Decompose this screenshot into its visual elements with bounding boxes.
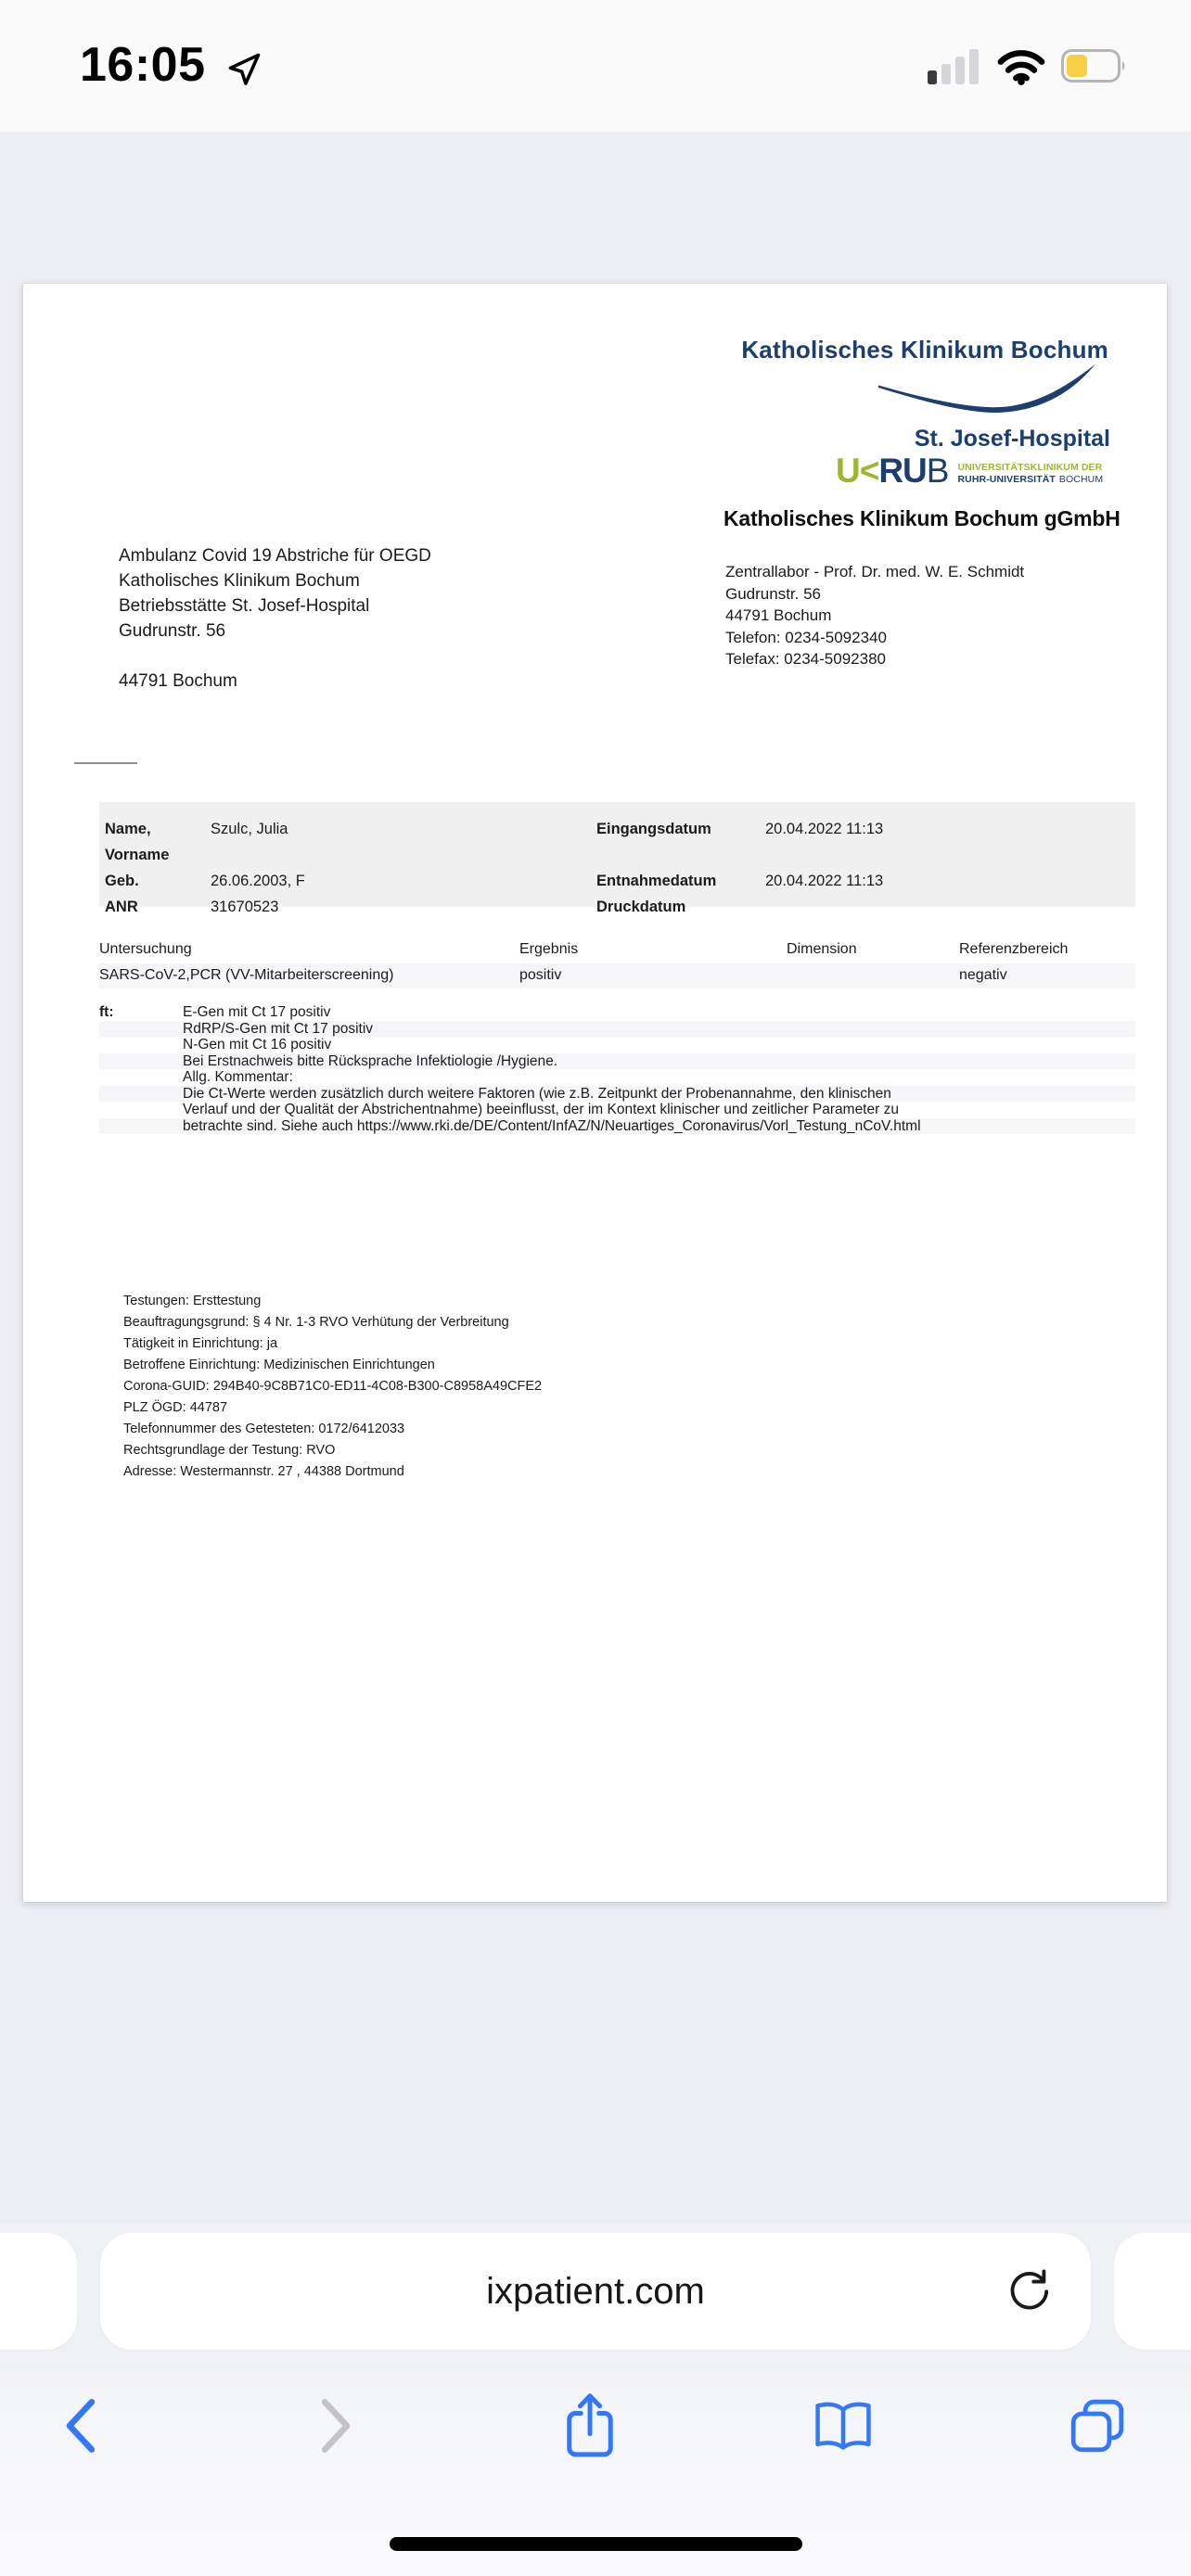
column-header: Referenzbereich: [959, 941, 1069, 957]
bookmarks-icon: [813, 2400, 874, 2452]
ukrub-line1: UNIVERSITÄTSKLINIKUM DER: [957, 462, 1103, 473]
cellular-signal-icon: [928, 49, 981, 84]
metadata-line: Tätigkeit in Einrichtung: ja: [123, 1336, 278, 1351]
battery-icon: [1061, 49, 1128, 84]
ukrub-b: B: [926, 452, 949, 490]
document-page: [23, 284, 1167, 1902]
ukrub-logo-text: [957, 462, 1103, 488]
tabs-button[interactable]: [1042, 2370, 1153, 2481]
fold-mark: [74, 762, 137, 764]
patient-row: ANR 31670523 Druckdatum: [105, 899, 686, 915]
status-icons: [928, 46, 1128, 87]
metadata-line: Telefonnummer des Getesteten: 0172/6412033: [123, 1422, 405, 1436]
bookmarks-button[interactable]: [788, 2370, 899, 2481]
ukrub-logo-mark: [836, 454, 948, 488]
ft-line: Allg. Kommentar:: [183, 1069, 293, 1085]
ft-line: Die Ct-Werte werden zusätzlich durch weitere Faktoren (wie z.B. Zeitpunkt der Probenannahme, den klinischen: [99, 1086, 1135, 1103]
column-header: Untersuchung: [99, 941, 192, 957]
recipient-city: 44791 Bochum: [119, 671, 237, 691]
forward-button[interactable]: [281, 2370, 392, 2481]
patient-info-panel: [99, 802, 1135, 915]
result-row: [99, 963, 1135, 988]
safari-toolbar: [0, 2370, 1191, 2500]
share-icon: [563, 2391, 617, 2461]
ft-line: betrachte sind. Siehe auch https://www.rki.de/DE/Content/InfAZ/N/Neuartiges_Coronavirus/Vorl_Testung_nCoV.html: [99, 1118, 1135, 1135]
result-dimension: [787, 963, 959, 988]
test-metadata-block: [123, 1291, 542, 1483]
metadata-line: Adresse: Westermannstr. 27 , 44388 Dortmund: [123, 1464, 404, 1479]
recipient-gap: [119, 644, 431, 669]
ft-line: E-Gen mit Ct 17 positiv: [183, 1004, 331, 1020]
patient-row: Geb. 26.06.2003, F Entnahmedatum 20.04.2022 11:13: [105, 873, 884, 889]
ft-line: N-Gen mit Ct 16 positiv: [183, 1037, 332, 1052]
tabs-icon: [1069, 2397, 1126, 2455]
column-header: Dimension: [787, 941, 857, 957]
ft-lines: [99, 1004, 1135, 1134]
ukrub-logo: [836, 454, 1103, 488]
ft-label: ft:: [99, 1004, 114, 1020]
next-tab-stub[interactable]: [1114, 2233, 1191, 2350]
metadata-line: Testungen: Ersttestung: [123, 1294, 262, 1308]
metadata-line: Betroffene Einrichtung: Medizinischen Einrichtungen: [123, 1358, 435, 1372]
sender-line: Telefax: 0234-5092380: [725, 650, 886, 668]
wifi-icon: [996, 48, 1046, 85]
metadata-line: Rechtsgrundlage der Testung: RVO: [123, 1443, 336, 1458]
ukrub-uk: U<: [836, 452, 879, 490]
forward-icon: [316, 2396, 357, 2455]
ukrub-ru: RU: [878, 452, 927, 490]
back-button[interactable]: [24, 2370, 135, 2481]
previous-tab-stub[interactable]: [0, 2233, 77, 2350]
share-button[interactable]: [534, 2370, 646, 2481]
sender-address-block: [725, 561, 1024, 670]
sender-line: 44791 Bochum: [725, 606, 832, 624]
back-icon: [59, 2396, 100, 2455]
location-arrow-icon: [226, 48, 263, 91]
recipient-address-block: [119, 543, 431, 694]
ft-line: RdRP/S-Gen mit Ct 17 positiv: [99, 1021, 1135, 1038]
metadata-line: Corona-GUID: 294B40-9C8B71C0-ED11-4C08-B300-C8958A49CFE2: [123, 1379, 543, 1394]
metadata-line: PLZ ÖGD: 44787: [123, 1400, 228, 1415]
sender-line: Zentrallabor - Prof. Dr. med. W. E. Schmidt: [725, 563, 1025, 580]
recipient-line: Ambulanz Covid 19 Abstriche für OEGD: [119, 546, 431, 566]
st-josef-hospital-label: St. Josef-Hospital: [914, 426, 1110, 452]
ukrub-line2: RUHR-UNIVERSITÄT BOCHUM: [957, 474, 1104, 485]
clock: 16:05: [80, 38, 206, 92]
address-bar[interactable]: [100, 2233, 1091, 2350]
hospital-logo-wordmark: Katholisches Klinikum Bochum: [741, 336, 1108, 363]
sender-line: Telefon: 0234-5092340: [725, 628, 887, 646]
ft-line: Bei Erstnachweis bitte Rücksprache Infektiologie /Hygiene.: [99, 1053, 1135, 1070]
patient-row: Name, Vorname Szulc, Julia Eingangsdatum 20.04.2022 11:13: [105, 821, 884, 863]
ft-line: Verlauf und der Qualität der Abstrichentnahme) beeinflusst, der im Kontext klinischer und zeitlicher Parameter zu: [183, 1102, 899, 1117]
metadata-line: Beauftragungsgrund: § 4 Nr. 1-3 RVO Verhütung der Verbreitung: [123, 1315, 509, 1330]
recipient-line: Gudrunstr. 56: [119, 621, 226, 641]
home-indicator: [390, 2537, 802, 2551]
address-bar-url[interactable]: ixpatient.com: [486, 2270, 705, 2312]
column-header: Ergebnis: [519, 941, 579, 957]
reload-icon[interactable]: [1005, 2268, 1052, 2315]
result-value: positiv: [519, 967, 562, 983]
result-test: SARS-CoV-2,PCR (VV-Mitarbeiterscreening): [99, 967, 394, 983]
recipient-line: Katholisches Klinikum Bochum: [119, 571, 360, 591]
status-bar: [0, 0, 1191, 132]
findings-comment-block: [99, 1004, 1135, 1134]
organisation-name: Katholisches Klinikum Bochum gGmbH: [724, 506, 1121, 530]
recipient-line: Betriebsstätte St. Josef-Hospital: [119, 596, 370, 616]
sender-line: Gudrunstr. 56: [725, 584, 822, 603]
results-table-header: [99, 940, 1135, 959]
result-reference: negativ: [959, 967, 1007, 983]
logo-swoosh-icon: [856, 362, 1118, 414]
